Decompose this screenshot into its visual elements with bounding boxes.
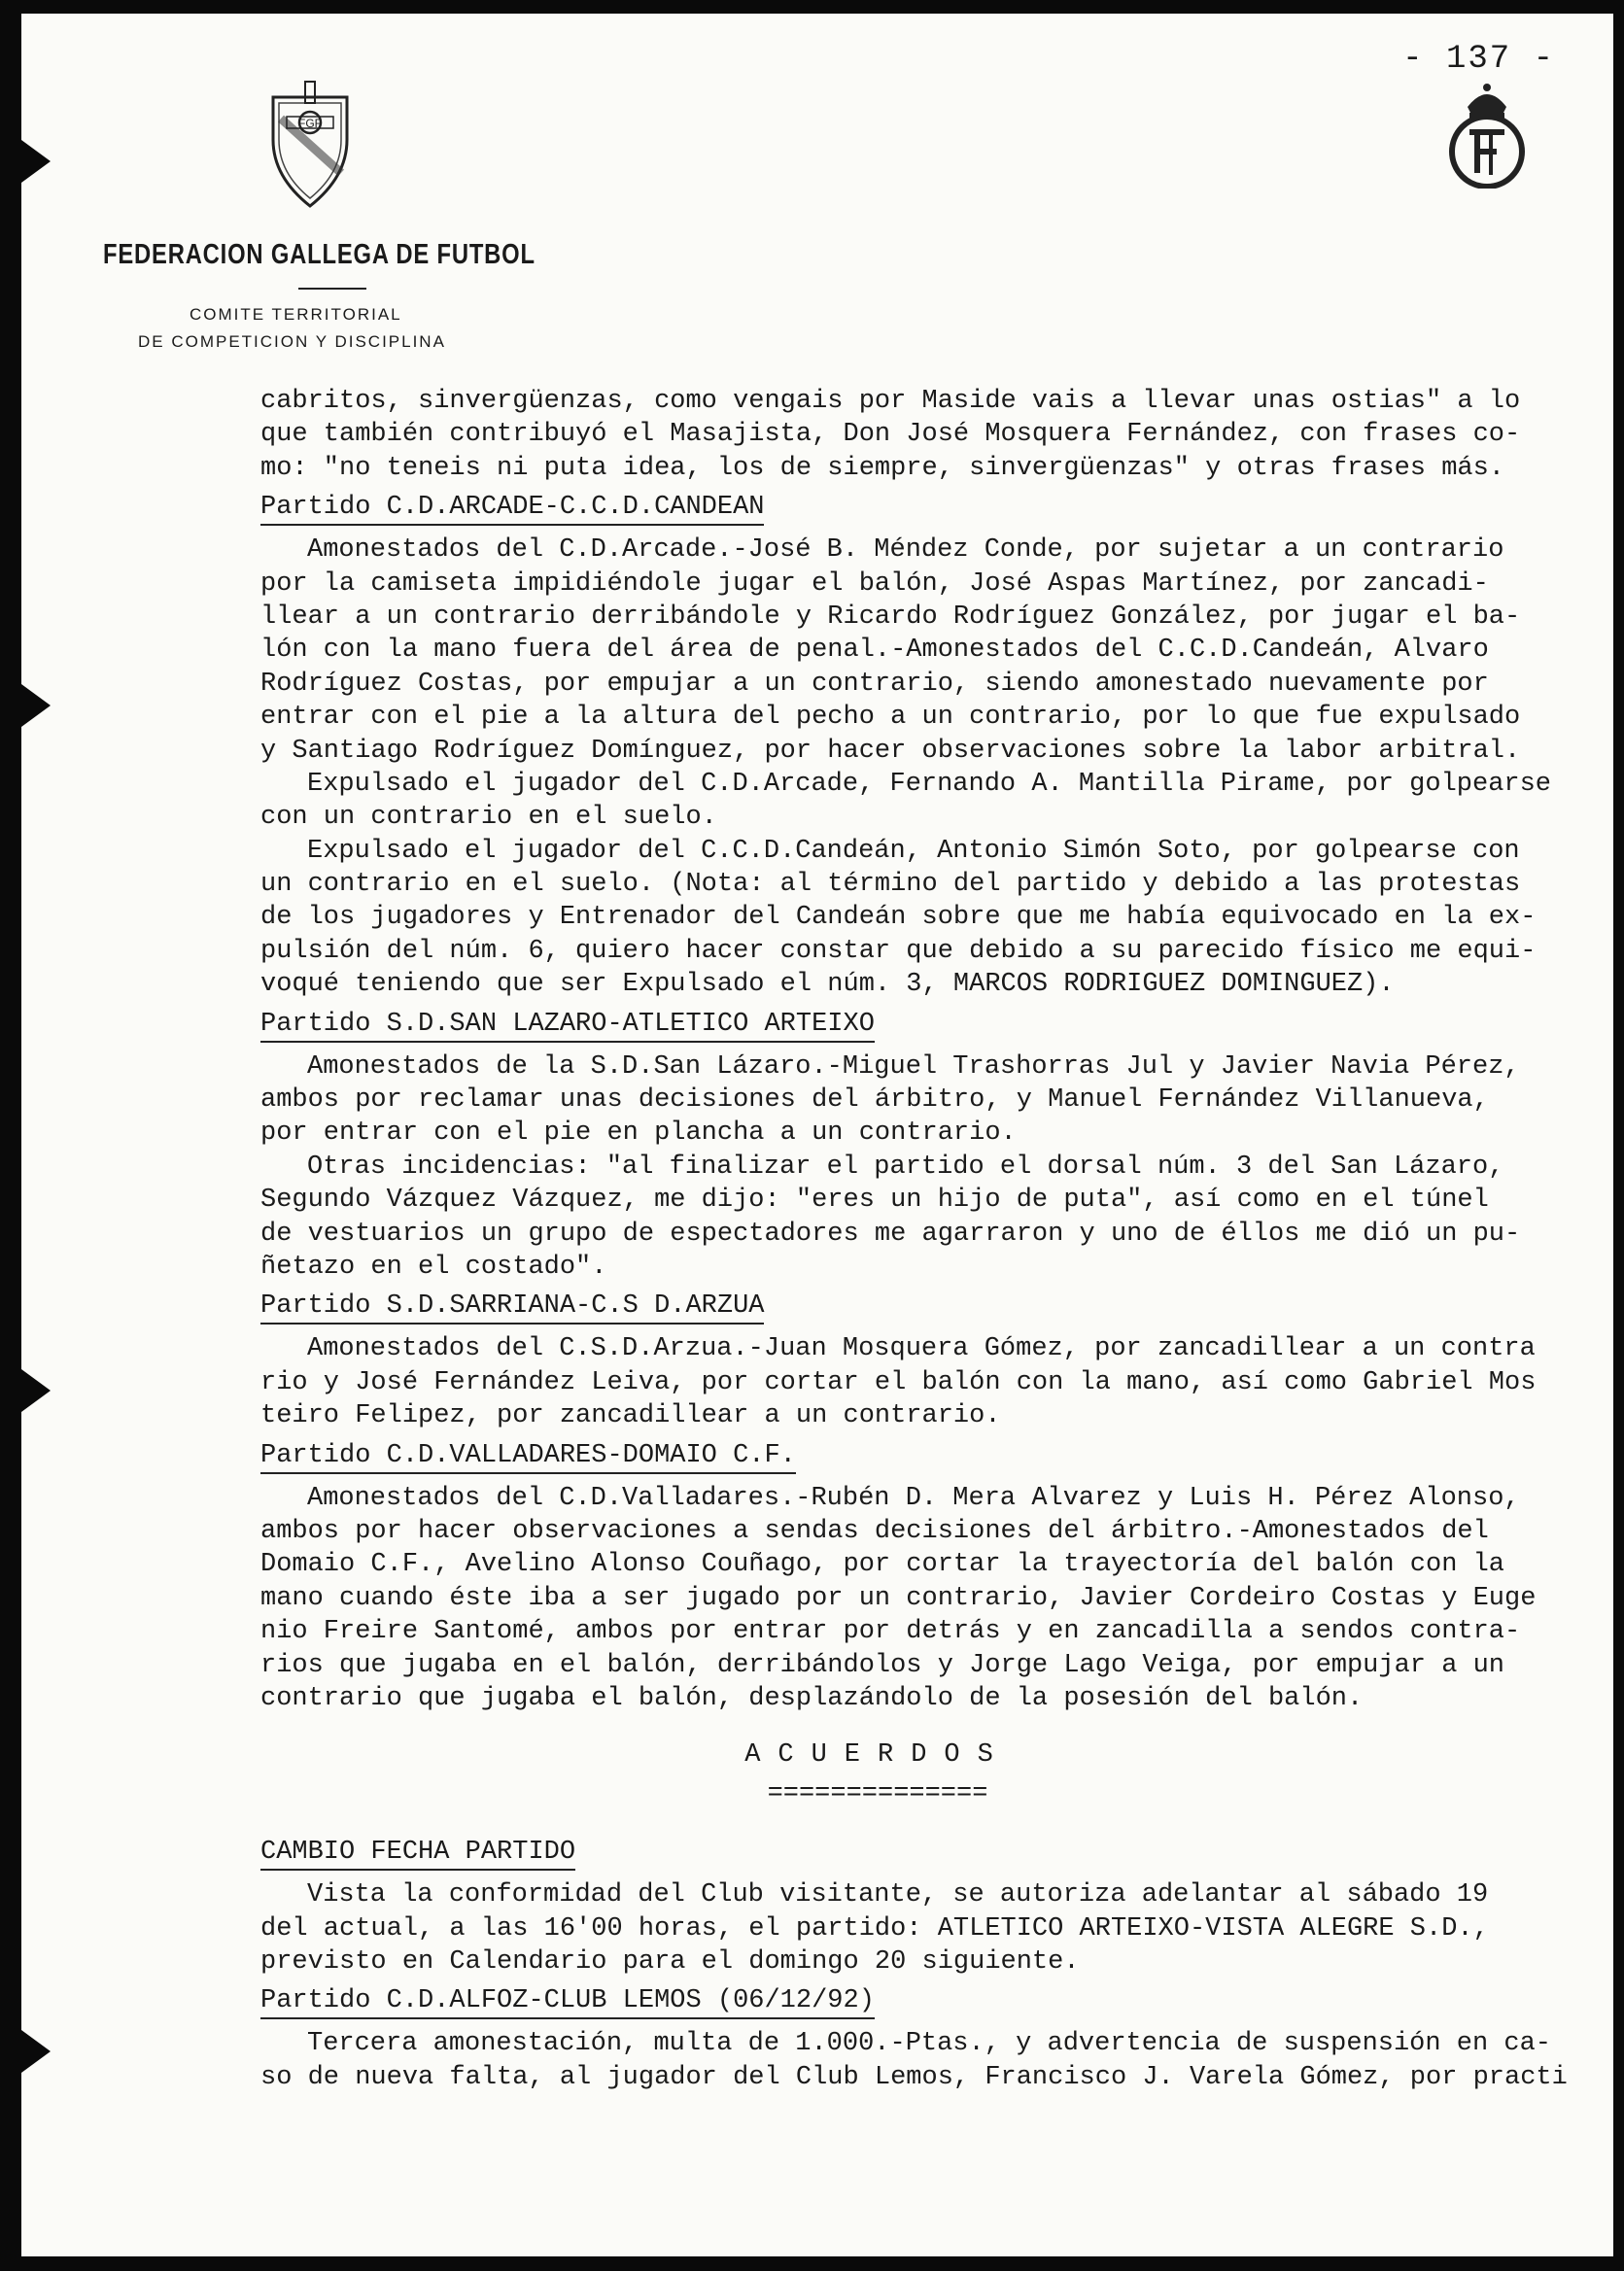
body-line: nio Freire Santomé, ambos por entrar por detrás y en zancadilla a sendos contra-: [260, 1617, 1521, 1647]
page-edge-notch: [21, 1369, 51, 1412]
section-header-text: Partido C.D.VALLADARES-DOMAIO C.F.: [260, 1441, 796, 1474]
federation-name: FEDERACION GALLEGA DE FUTBOL: [103, 239, 536, 270]
letterhead-rule: [298, 288, 366, 290]
body-line: y Santiago Rodríguez Domínguez, por hacer observaciones sobre la labor arbitral.: [260, 736, 1521, 766]
body-line: Amonestados del C.D.Arcade.-José B. Méndez Conde, por sujetar a un contrario: [307, 535, 1504, 566]
body-line: pulsión del núm. 6, quiero hacer constar que debido a su parecido físico me equi-: [260, 936, 1537, 966]
body-line: lón con la mano fuera del área de penal.-Amonestados del C.C.D.Candeán, Alvaro: [260, 636, 1489, 666]
body-line: Rodríguez Costas, por empujar a un contrario, siendo amonestado nuevamente por: [260, 669, 1489, 699]
committee-line-2: DE COMPETICION Y DISCIPLINA: [138, 332, 446, 351]
body-line: por la camiseta impidiéndole jugar el balón, José Aspas Martínez, por zancadi-: [260, 568, 1489, 599]
body-line: Amonestados de la S.D.San Lázaro.-Miguel Trashorras Jul y Javier Navia Pérez,: [307, 1051, 1520, 1082]
acuerdo-section-header: [260, 1830, 1611, 1878]
body-line: voqué teniendo que ser Expulsado el núm. 3, MARCOS RODRIGUEZ DOMINGUEZ).: [260, 970, 1395, 1000]
page-edge-notch: [21, 684, 51, 727]
section-header-text: Partido C.D.ARCADE-C.C.D.CANDEAN: [260, 493, 764, 526]
acuerdo-section-header: [260, 1979, 1611, 2027]
spacer: [260, 1816, 1611, 1830]
royal-crown-federation-emblem-icon: [1446, 82, 1528, 193]
body-line: por entrar con el pie en plancha a un contrario.: [260, 1118, 1017, 1149]
body-line: Expulsado el jugador del C.C.D.Candeán, Antonio Simón Soto, por golpearse con: [307, 836, 1520, 866]
match-section-header: [260, 1433, 1611, 1482]
page-edge-notch: [21, 140, 51, 183]
section-header-text: Partido S.D.SAN LAZARO-ATLETICO ARTEIXO: [260, 1010, 875, 1043]
body-line: entrar con el pie a la altura del pecho a un contrario, por lo que fue expulsado: [260, 703, 1521, 733]
body-line: so de nueva falta, al jugador del Club Lemos, Francisco J. Varela Gómez, por practi: [260, 2062, 1568, 2092]
page-edge-notch: [21, 2030, 51, 2073]
body-line: rio y José Fernández Leiva, por cortar el balón con la mano, así como Gabriel Mos: [260, 1367, 1537, 1397]
body-line: con un contrario en el suelo.: [260, 803, 717, 833]
body-line: del actual, a las 16'00 horas, el partido: ATLETICO ARTEIXO-VISTA ALEGRE S.D.,: [260, 1913, 1489, 1944]
page-number: - 137 -: [1402, 41, 1555, 78]
svg-text:FGF: FGF: [298, 117, 322, 130]
acuerdos-underline: ==============: [767, 1779, 988, 1809]
body-line: rios que jugaba en el balón, derribándolos y Jorge Lago Veiga, por empujar a un: [260, 1650, 1505, 1680]
body-line: un contrario en el suelo. (Nota: al término del partido y debido a las protestas: [260, 870, 1521, 900]
body-line: Otras incidencias: "al finalizar el partido el dorsal núm. 3 del San Lázaro,: [307, 1152, 1504, 1182]
body-line: llear a un contrario derribándole y Ricardo Rodríguez González, por jugar el ba-: [260, 602, 1521, 632]
body-line: de vestuarios un grupo de espectadores me agarraron y uno de éllos me dió un pu-: [260, 1219, 1521, 1249]
spacer: [260, 1715, 1611, 1729]
body-line: Domaio C.F., Avelino Alonso Couñago, por cortar la trayectoría del balón con la: [260, 1550, 1505, 1580]
match-section-header: [260, 1002, 1611, 1050]
section-header-text: Partido S.D.SARRIANA-C.S D.ARZUA: [260, 1291, 764, 1325]
section-header-text: Partido C.D.ALFOZ-CLUB LEMOS (06/12/92): [260, 1986, 875, 2019]
acuerdos-title: ACUERDOS: [744, 1740, 1011, 1771]
body-line: Amonestados del C.D.Valladares.-Rubén D. Mera Alvarez y Luis H. Pérez Alonso,: [307, 1483, 1520, 1513]
body-line: Expulsado el jugador del C.D.Arcade, Fernando A. Mantilla Pirame, por golpearse: [307, 769, 1552, 799]
document-page: [21, 14, 1613, 2256]
body-line: de los jugadores y Entrenador del Candeán sobre que me había equivocado en la ex-: [260, 903, 1537, 933]
body-line: teiro Felipez, por zancadillear a un contrario.: [260, 1401, 1001, 1431]
section-header-text: CAMBIO FECHA PARTIDO: [260, 1838, 575, 1871]
document-body: [260, 385, 1611, 2094]
body-line: ambos por reclamar unas decisiones del árbitro, y Manuel Fernández Villanueva,: [260, 1085, 1489, 1116]
galician-federation-shield-icon: [269, 80, 351, 216]
body-line: ñetazo en el costado".: [260, 1252, 607, 1282]
body-line: que también contribuyó el Masajista, Don José Mosquera Fernández, con frases co-: [260, 420, 1521, 450]
body-line: cabritos, sinvergüenzas, como vengais por Maside vais a llevar unas ostias" a lo: [260, 387, 1521, 416]
body-line: mano cuando éste iba a ser jugado por un contrario, Javier Cordeiro Costas y Euge: [260, 1583, 1537, 1613]
body-line: contrario que jugaba el balón, desplazándolo de la posesión del balón.: [260, 1683, 1364, 1713]
body-line: Amonestados del C.S.D.Arzua.-Juan Mosquera Gómez, por zancadillear a un contra: [307, 1334, 1536, 1364]
body-line: Segundo Vázquez Vázquez, me dijo: "eres un hijo de puta", así como en el túnel: [260, 1186, 1489, 1216]
committee-line-1: COMITE TERRITORIAL: [190, 305, 402, 324]
body-line: previsto en Calendario para el domingo 20 siguiente.: [260, 1947, 1080, 1978]
body-line: ambos por hacer observaciones a sendas decisiones del árbitro.-Amonestados del: [260, 1516, 1489, 1546]
match-section-header: [260, 1284, 1611, 1332]
body-line: mo: "no teneis ni puta idea, los de siempre, sinvergüenzas" y otras frases más.: [260, 453, 1505, 483]
match-section-header: [260, 485, 1611, 533]
body-line: Tercera amonestación, multa de 1.000.-Ptas., y advertencia de suspensión en ca-: [307, 2029, 1552, 2059]
body-line: Vista la conformidad del Club visitante, se autoriza adelantar al sábado 19: [307, 1880, 1489, 1910]
